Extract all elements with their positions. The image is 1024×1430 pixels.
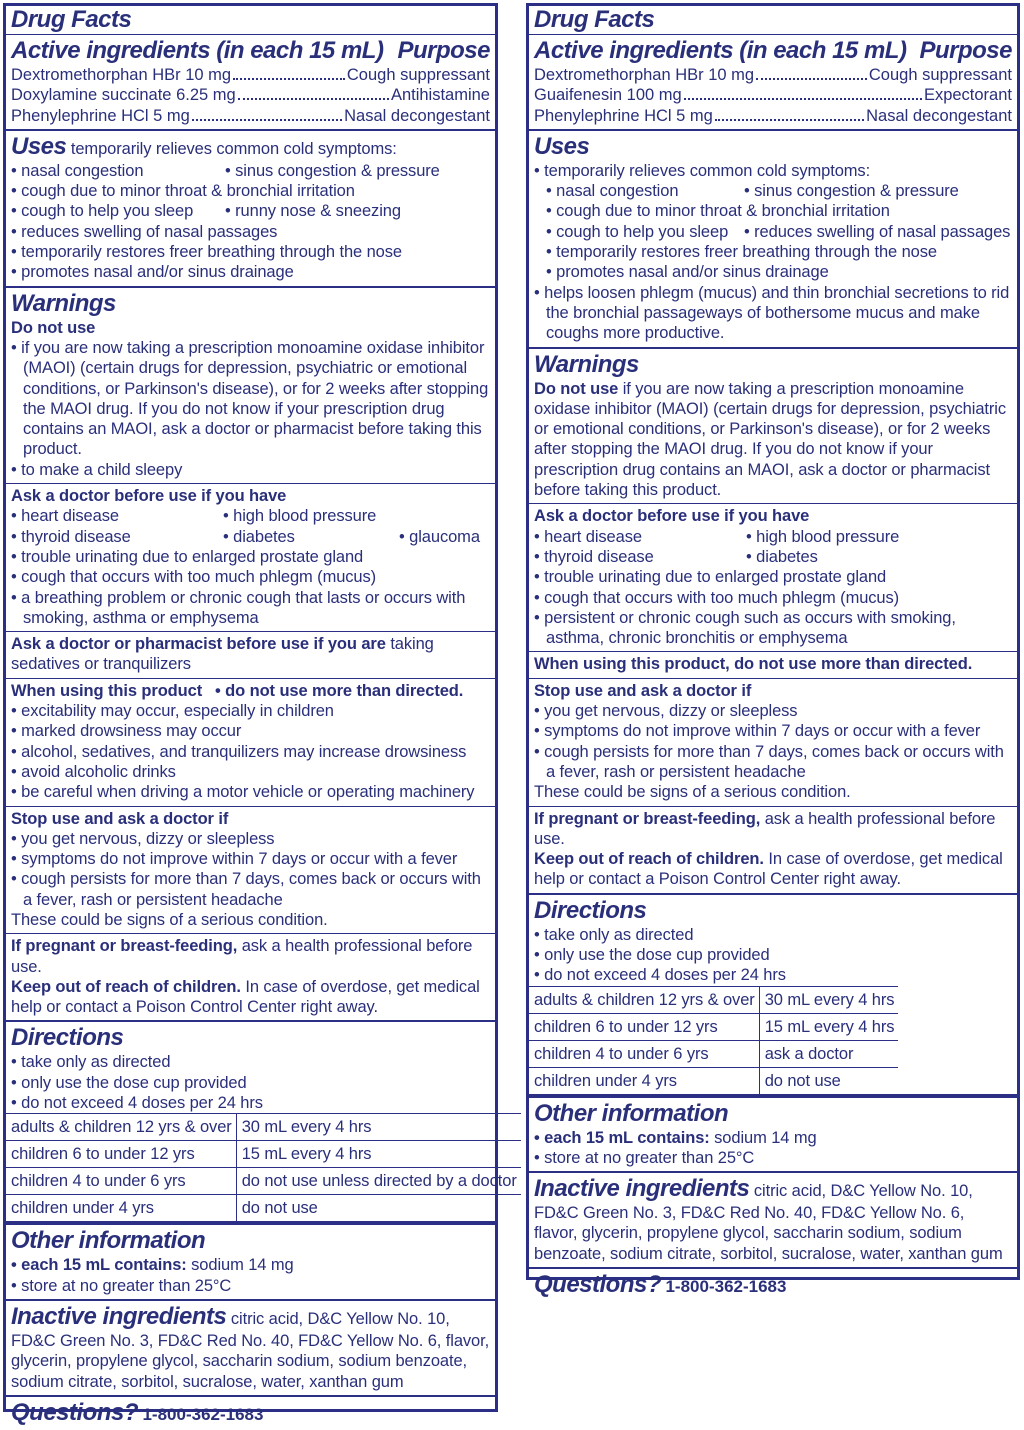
drug-facts-panel-left xyxy=(3,3,517,1426)
active-name: Guaifenesin 100 mg xyxy=(534,86,682,105)
active-ingredients-title: Active ingredients (in each 15 mL) xyxy=(11,37,384,64)
list-item: • promotes nasal and/or sinus drainage xyxy=(11,263,294,282)
list-item: • cough persists for more than 7 days, comes back or occurs with a fever, rash or persistent headache xyxy=(11,870,481,909)
ask-pharmacist-text: taking sedatives or tranquilizers xyxy=(11,635,434,674)
list-item: • sinus congestion & pressure xyxy=(744,182,959,201)
uses-intro: • temporarily relieves common cold symptoms: xyxy=(534,161,871,180)
dosage-table xyxy=(6,1113,521,1221)
table-row xyxy=(529,1067,898,1094)
keep-out-heading: Keep out of reach of children. xyxy=(534,850,764,869)
questions-section xyxy=(6,1397,495,1430)
active-row xyxy=(534,106,1012,126)
active-name: Doxylamine succinate 6.25 mg xyxy=(11,86,236,105)
table-row xyxy=(6,1114,521,1141)
list-item: • store at no greater than 25°C xyxy=(11,1276,232,1295)
table-cell: adults & children 12 yrs & over xyxy=(6,1114,236,1141)
table-row xyxy=(529,1013,898,1040)
other-info-text: sodium 14 mg xyxy=(714,1128,817,1147)
list-item: • heart disease xyxy=(11,507,119,526)
inactive-ingredients-section xyxy=(6,1301,495,1397)
ask-doctor-heading: Ask a doctor before use if you have xyxy=(534,507,810,526)
list-item: • be careful when driving a motor vehicle or operating machinery xyxy=(11,783,475,802)
list-item: • sinus congestion & pressure xyxy=(225,161,440,180)
active-row xyxy=(11,106,490,126)
when-using-heading-2: • do not use more than directed. xyxy=(215,681,464,700)
list-item: • symptoms do not improve within 7 days or occur with a fever xyxy=(534,722,981,741)
other-information-title: Other information xyxy=(534,1099,729,1127)
table-row xyxy=(6,1168,521,1195)
list-item: • excitability may occur, especially in children xyxy=(11,702,334,721)
list-item: • you get nervous, dizzy or sleepless xyxy=(534,702,798,721)
when-using-section xyxy=(529,652,1017,678)
other-information-title: Other information xyxy=(11,1227,206,1255)
list-item: • temporarily restores freer breathing through the nose xyxy=(546,243,937,262)
stop-use-note: These could be signs of a serious condition. xyxy=(11,910,328,929)
stop-use-note: These could be signs of a serious condition. xyxy=(534,783,851,802)
warnings-do-not-use xyxy=(529,349,1017,505)
list-item: • if you are now taking a prescription monoamine oxidase inhibitor (MAOI) (certain drugs for depression, psychiatric or emotional conditions, or Parkinson's disease), or for 2 weeks after stopping the MAOI drug. If you do not know if your prescription drug contains an MAOI, ask a doctor or pharmacist before taking this product. xyxy=(11,338,489,459)
table-cell: 30 mL every 4 hrs xyxy=(236,1114,521,1141)
table-cell: children under 4 yrs xyxy=(529,1067,759,1094)
table-cell: children under 4 yrs xyxy=(6,1195,236,1222)
when-using-heading: When using this product xyxy=(11,681,203,700)
table-cell: children 6 to under 12 yrs xyxy=(529,1013,759,1040)
inactive-ingredients-section xyxy=(529,1173,1017,1269)
active-name: Phenylephrine HCl 5 mg xyxy=(11,106,190,125)
active-row xyxy=(11,85,490,105)
questions-title: Questions? xyxy=(11,1398,139,1426)
when-using-section xyxy=(6,679,495,807)
table-cell: do not use unless directed by a doctor xyxy=(236,1168,521,1195)
active-name: Dextromethorphan HBr 10 mg xyxy=(11,66,232,84)
table-cell: children 4 to under 6 yrs xyxy=(6,1168,236,1195)
list-item: • marked drowsiness may occur xyxy=(11,722,242,741)
list-item: • to make a child sleepy xyxy=(11,460,183,479)
keep-out-text: In case of overdose, get medical help or contact a Poison Control Center right away. xyxy=(11,977,480,1017)
inactive-ingredients-text: citric acid, D&C Yellow No. 10, FD&C Green No. 3, FD&C Red No. 40, FD&C Yellow No. 6, flavor, glycerin, propylene glycol, saccharin sodium, sodium benzoate, sodium citrate, sorbitol, sucralose, water, xanthan gum xyxy=(534,1182,1003,1263)
active-ingredients-section xyxy=(529,35,1017,131)
uses-section xyxy=(6,131,495,288)
list-item: • diabetes xyxy=(223,527,295,546)
table-cell: 15 mL every 4 hrs xyxy=(759,1013,898,1040)
ask-pharmacist-heading: Ask a doctor or pharmacist before use if you are xyxy=(11,635,386,654)
inactive-ingredients-title: Inactive ingredients xyxy=(534,1175,750,1203)
do-not-use-heading: Do not use xyxy=(11,318,96,337)
purpose-title: Purpose xyxy=(397,37,490,64)
active-name: Phenylephrine HCl 5 mg xyxy=(534,106,713,125)
pregnancy-text: ask a health professional before use. xyxy=(11,937,473,976)
list-item: • cough due to minor throat & bronchial irritation xyxy=(11,182,355,201)
ask-pharmacist-section xyxy=(6,632,495,679)
keep-out-text: In case of overdose, get medical help or contact a Poison Control Center right away. xyxy=(534,850,1003,889)
other-information-section xyxy=(6,1223,495,1301)
list-item: • you get nervous, dizzy or sleepless xyxy=(11,829,275,848)
table-cell: adults & children 12 yrs & over xyxy=(529,986,759,1013)
stop-use-section xyxy=(6,807,495,935)
table-cell: do not use xyxy=(241,1199,318,1218)
table-row xyxy=(6,1141,521,1168)
list-item: • do not exceed 4 doses per 24 hrs xyxy=(534,966,786,985)
other-info-text: sodium 14 mg xyxy=(191,1256,294,1275)
list-item: • store at no greater than 25°C xyxy=(534,1148,755,1167)
list-item: • reduces swelling of nasal passages xyxy=(11,222,278,241)
list-item: • a breathing problem or chronic cough that lasts or occurs with smoking, asthma or emphysema xyxy=(11,588,466,627)
uses-intro: temporarily relieves common cold symptoms: xyxy=(70,139,397,158)
warnings-title: Warnings xyxy=(11,289,116,317)
ask-doctor-heading: Ask a doctor before use if you have xyxy=(11,487,287,506)
table-cell: do not use xyxy=(764,1071,841,1090)
active-purpose: Expectorant xyxy=(923,86,1012,105)
table-row xyxy=(529,1040,898,1067)
active-ingredients-title: Active ingredients (in each 15 mL) xyxy=(534,37,907,64)
purpose-title: Purpose xyxy=(919,37,1012,64)
list-item: • thyroid disease xyxy=(534,547,654,566)
active-purpose: Cough suppressant xyxy=(868,66,1012,84)
list-item: • nasal congestion xyxy=(546,182,679,201)
active-name: Dextromethorphan HBr 10 mg xyxy=(534,66,755,84)
drug-facts-header xyxy=(529,6,1017,35)
active-row xyxy=(11,65,490,85)
table-cell: 15 mL every 4 hrs xyxy=(236,1141,521,1168)
ask-doctor-section xyxy=(529,504,1017,652)
active-purpose: Cough suppressant xyxy=(346,66,490,84)
table-cell: 30 mL every 4 hrs xyxy=(759,986,898,1013)
uses-section xyxy=(529,131,1017,349)
directions-section xyxy=(529,895,1017,1096)
list-item: • do not exceed 4 doses per 24 hrs xyxy=(11,1094,263,1113)
list-item: • diabetes xyxy=(746,547,818,566)
dosage-table xyxy=(529,986,898,1094)
directions-section xyxy=(6,1022,517,1223)
list-item: • high blood pressure xyxy=(746,527,900,546)
list-item: • cough to help you sleep xyxy=(11,202,194,221)
pregnancy-heading: If pregnant or breast-feeding, xyxy=(534,809,761,828)
other-info-heading: • each 15 mL contains: xyxy=(534,1128,710,1147)
active-row xyxy=(534,65,1012,85)
questions-section xyxy=(529,1269,1017,1302)
table-row xyxy=(529,986,898,1013)
drug-facts-title: Drug Facts xyxy=(534,6,655,33)
directions-title: Directions xyxy=(534,896,647,924)
pregnancy-heading: If pregnant or breast-feeding, xyxy=(11,937,238,956)
list-item: • promotes nasal and/or sinus drainage xyxy=(546,263,829,282)
list-item: • nasal congestion xyxy=(11,161,144,180)
list-item: • glaucoma xyxy=(399,527,480,546)
do-not-use-text: if you are now taking a prescription monoamine oxidase inhibitor (MAOI) (certain drugs for depression, psychiatric or emotional conditions, or Parkinson's disease), or for 2 weeks after stopping the MAOI drug. If you do not know if your prescription drug contains an MAOI, ask a doctor or pharmacist before taking this product. xyxy=(534,379,1006,500)
do-not-use-heading: Do not use xyxy=(534,379,619,398)
list-item: • trouble urinating due to enlarged prostate gland xyxy=(11,547,364,566)
stop-use-section xyxy=(529,679,1017,807)
when-using-heading: When using this product, do not use more than directed. xyxy=(534,655,973,674)
active-row xyxy=(534,85,1012,105)
drug-facts-panel-right xyxy=(526,3,1020,1299)
list-item: • persistent or chronic cough such as occurs with smoking, asthma, chronic bronchitis or emphysema xyxy=(534,608,956,648)
list-item: • helps loosen phlegm (mucus) and thin bronchial secretions to rid the bronchial passageways of bothersome mucus and make coughs more productive. xyxy=(534,283,1010,343)
list-item: • runny nose & sneezing xyxy=(225,202,401,221)
uses-title: Uses xyxy=(11,132,67,160)
other-information-section xyxy=(529,1096,1017,1174)
list-item: • avoid alcoholic drinks xyxy=(11,762,176,781)
drug-facts-title: Drug Facts xyxy=(11,6,132,33)
drug-facts-header xyxy=(6,6,495,35)
pregnancy-section xyxy=(6,934,495,1022)
table-cell: children 6 to under 12 yrs xyxy=(6,1141,236,1168)
list-item: • reduces swelling of nasal passages xyxy=(744,222,1011,241)
inactive-ingredients-text: citric acid, D&C Yellow No. 10, FD&C Green No. 3, FD&C Red No. 40, FD&C Yellow No. 6, flavor, glycerin, propylene glycol, saccharin sodium, sodium benzoate, sodium citrate, sorbitol, sucralose, water, xanthan gum xyxy=(11,1309,490,1391)
list-item: • thyroid disease xyxy=(11,527,131,546)
list-item: • trouble urinating due to enlarged prostate gland xyxy=(534,568,887,587)
directions-title: Directions xyxy=(11,1024,124,1052)
pregnancy-text: ask a health professional before use. xyxy=(534,809,996,848)
uses-title: Uses xyxy=(534,132,590,160)
table-row xyxy=(6,1195,521,1222)
questions-title: Questions? xyxy=(534,1271,662,1299)
list-item: • cough to help you sleep xyxy=(546,222,729,241)
ask-doctor-section xyxy=(6,484,495,632)
active-purpose: Nasal decongestant xyxy=(344,106,490,125)
pregnancy-section xyxy=(529,807,1017,895)
questions-phone: 1-800-362-1683 xyxy=(142,1404,264,1424)
warnings-title: Warnings xyxy=(534,350,639,378)
list-item: • symptoms do not improve within 7 days or occur with a fever xyxy=(11,850,458,869)
keep-out-heading: Keep out of reach of children. xyxy=(11,977,241,996)
list-item: • cough that occurs with too much phlegm (mucus) xyxy=(11,568,377,587)
list-item: • heart disease xyxy=(534,527,642,546)
inactive-ingredients-title: Inactive ingredients xyxy=(11,1302,227,1330)
active-purpose: Antihistamine xyxy=(390,86,490,105)
list-item: • cough due to minor throat & bronchial irritation xyxy=(546,202,890,221)
list-item: • temporarily restores freer breathing through the nose xyxy=(11,243,402,262)
list-item: • only use the dose cup provided xyxy=(11,1073,247,1092)
active-purpose: Nasal decongestant xyxy=(866,106,1012,125)
list-item: • take only as directed xyxy=(11,1053,171,1072)
questions-phone: 1-800-362-1683 xyxy=(665,1277,787,1297)
active-ingredients-section xyxy=(6,35,495,131)
other-info-heading: • each 15 mL contains: xyxy=(11,1256,187,1275)
table-cell: children 4 to under 6 yrs xyxy=(529,1040,759,1067)
list-item: • high blood pressure xyxy=(223,507,377,526)
list-item: • only use the dose cup provided xyxy=(534,945,770,964)
table-cell: ask a doctor xyxy=(759,1040,898,1067)
stop-use-heading: Stop use and ask a doctor if xyxy=(534,681,752,700)
stop-use-heading: Stop use and ask a doctor if xyxy=(11,809,229,828)
list-item: • cough that occurs with too much phlegm (mucus) xyxy=(534,588,900,607)
warnings-do-not-use xyxy=(6,288,495,484)
list-item: • take only as directed xyxy=(534,925,694,944)
list-item: • cough persists for more than 7 days, comes back or occurs with a fever, rash or persistent headache xyxy=(534,742,1004,781)
list-item: • alcohol, sedatives, and tranquilizers may increase drowsiness xyxy=(11,742,467,761)
